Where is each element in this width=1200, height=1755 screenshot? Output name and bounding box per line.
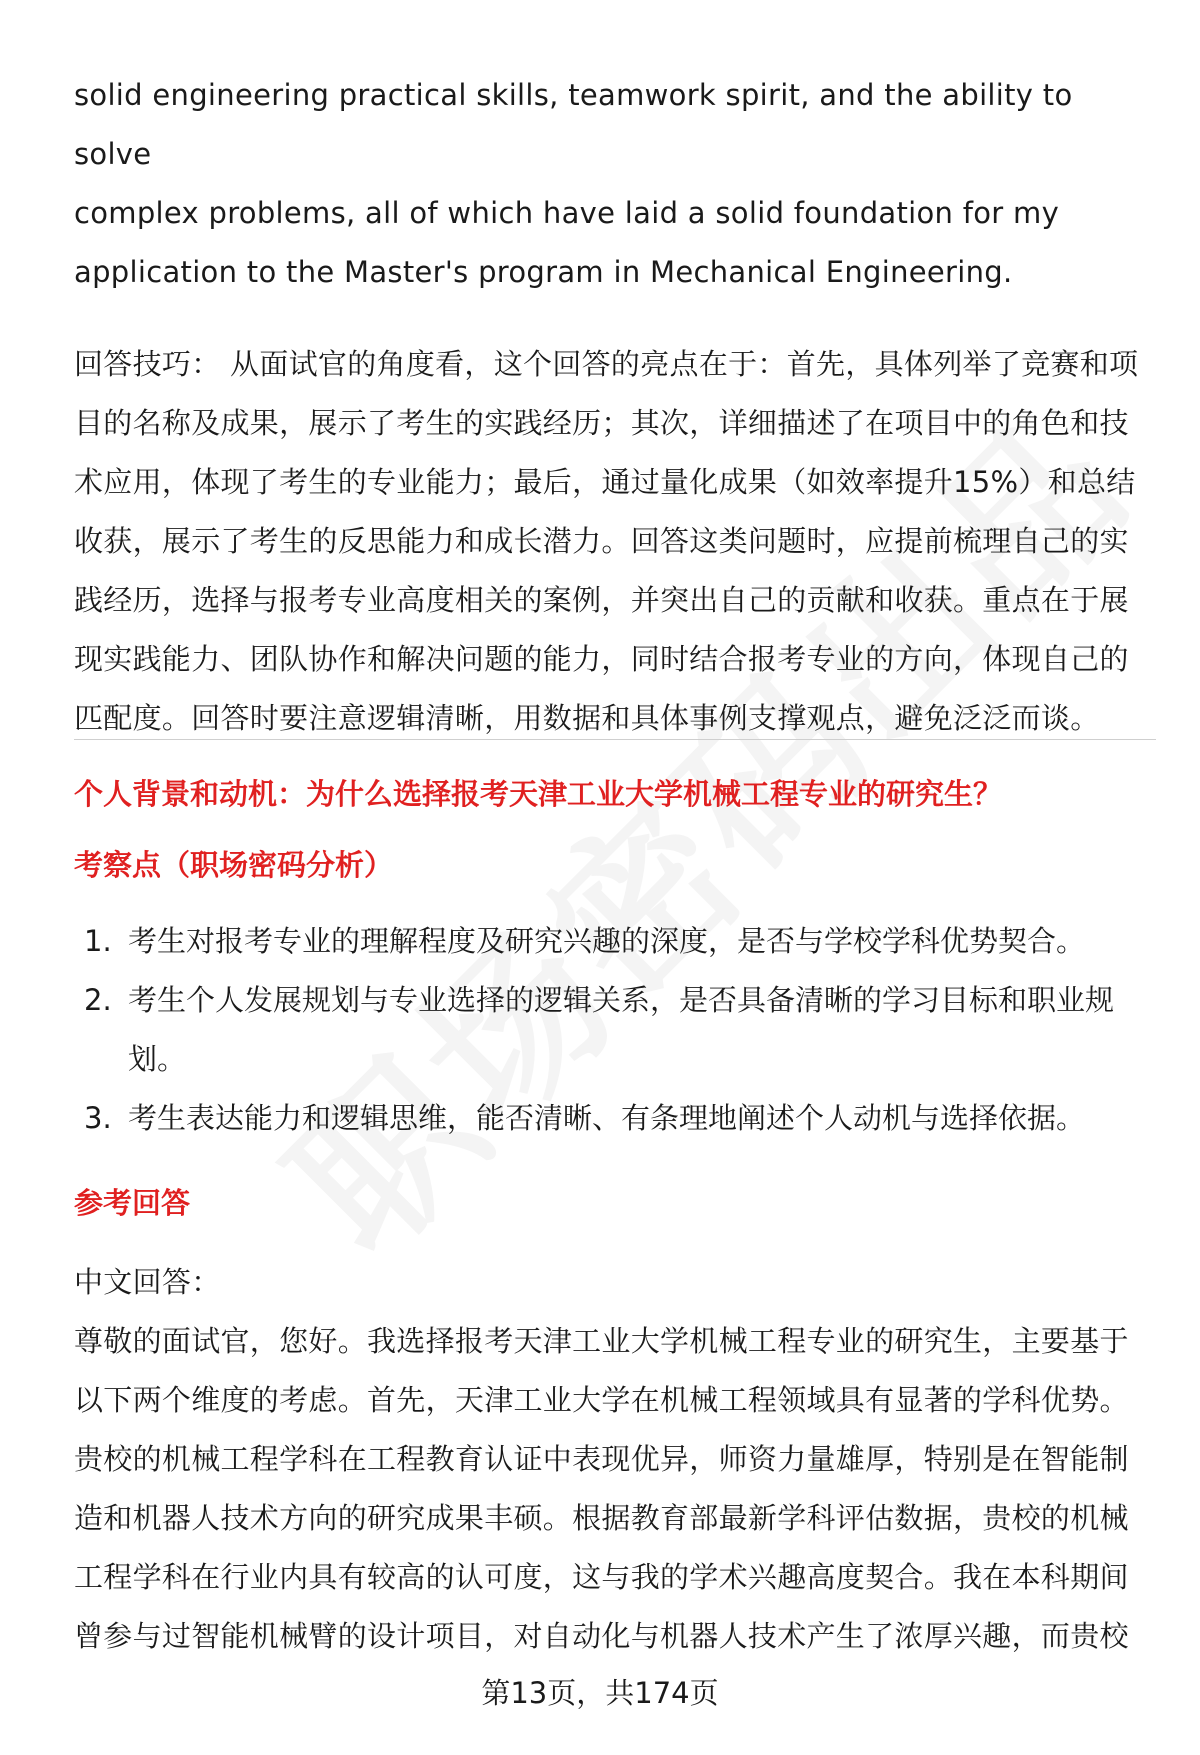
paragraph-line: 收获，展示了考生的反思能力和成长潜力。回答这类问题时，应提前梳理自己的实 (74, 524, 1129, 558)
question-title: 个人背景和动机：为什么选择报考天津工业大学机械工程专业的研究生？ (74, 777, 1003, 811)
paragraph-line: 造和机器人技术方向的研究成果丰硕。根据教育部最新学科评估数据，贵校的机械 (74, 1501, 1129, 1535)
list-number: 2. (84, 983, 112, 1017)
reference-heading: 参考回答 (74, 1186, 191, 1220)
page-number-footer: 第13页，共174页 (481, 1676, 719, 1710)
paragraph-line: complex problems, all of which have laid a solid foundation for my (74, 196, 1060, 230)
paragraph-line: 现实践能力、团队协作和解决问题的能力，同时结合报考专业的方向，体现自己的 (74, 642, 1129, 676)
list-item-text: 考生表达能力和逻辑思维，能否清晰、有条理地阐述个人动机与选择依据。 (128, 1101, 1086, 1135)
list-item-text: 考生个人发展规划与专业选择的逻辑关系，是否具备清晰的学习目标和职业规 (128, 983, 1115, 1017)
answer-tips-paragraph (74, 335, 1156, 748)
paragraph-line: 曾参与过智能机械臂的设计项目，对自动化与机器人技术产生了浓厚兴趣，而贵校 (74, 1619, 1129, 1653)
paragraph-line: 回答技巧： 从面试官的角度看，这个回答的亮点在于：首先，具体列举了竞赛和项 (74, 347, 1139, 381)
list-item (74, 1089, 1156, 1148)
focus-heading: 考察点（职场密码分析） (74, 848, 394, 882)
list-item (74, 971, 1156, 1089)
paragraph-line: application to the Master's program in Mechanical Engineering. (74, 255, 1013, 289)
paragraph-line: 贵校的机械工程学科在工程教育认证中表现优异，师资力量雄厚，特别是在智能制 (74, 1442, 1129, 1476)
chinese-answer (74, 1253, 1156, 1666)
section-divider (74, 739, 1156, 740)
paragraph-line: 尊敬的面试官，您好。我选择报考天津工业大学机械工程专业的研究生，主要基于 (74, 1324, 1129, 1358)
list-item-text: 考生对报考专业的理解程度及研究兴趣的深度，是否与学校学科优势契合。 (128, 924, 1086, 958)
paragraph-line: 践经历，选择与报考专业高度相关的案例，并突出自己的贡献和收获。重点在于展 (74, 583, 1129, 617)
list-item (74, 912, 1156, 971)
content-top (74, 66, 1156, 748)
paragraph-line: 匹配度。回答时要注意逻辑清晰，用数据和具体事例支撑观点，避免泛泛而谈。 (74, 701, 1100, 735)
list-item-text: 划。 (128, 1042, 187, 1076)
focus-points-list (74, 912, 1156, 1148)
list-number: 1. (84, 924, 112, 958)
answer-label: 中文回答： (74, 1265, 221, 1299)
english-answer-paragraph (74, 66, 1156, 302)
paragraph-line: 工程学科在行业内具有较高的认可度，这与我的学术兴趣高度契合。我在本科期间 (74, 1560, 1129, 1594)
paragraph-line: 术应用，体现了考生的专业能力；最后，通过量化成果（如效率提升15%）和总结 (74, 465, 1136, 499)
paragraph-line: solid engineering practical skills, teamwork spirit, and the ability to solve (74, 78, 1073, 171)
list-number: 3. (84, 1101, 112, 1135)
paragraph-line: 以下两个维度的考虑。首先，天津工业大学在机械工程领域具有显著的学科优势。 (74, 1383, 1129, 1417)
paragraph-line: 目的名称及成果，展示了考生的实践经历；其次，详细描述了在项目中的角色和技 (74, 406, 1129, 440)
